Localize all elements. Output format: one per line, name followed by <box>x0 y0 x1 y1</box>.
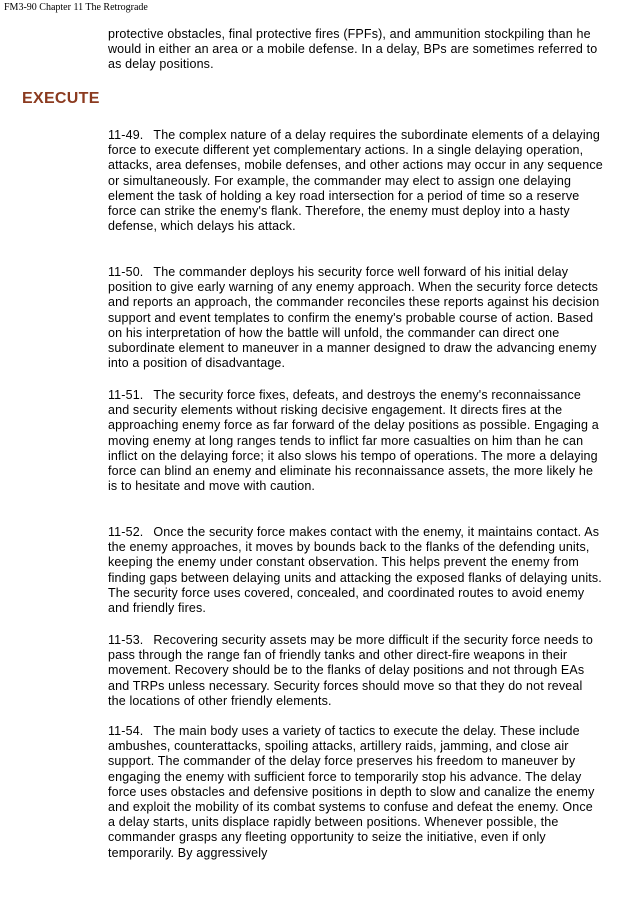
paragraph-text: Recovering security assets may be more difficult if the security force needs to pass through the range fan of friendly tanks and other direct-fire weapons in their movement. Recovery should be to the flanks of delay positions and not through EAs and TRPs unless necessary. Security forces should move so that they do not reveal the locations of other friendly elements. <box>108 633 594 708</box>
paragraph-text: Once the security force makes contact with the enemy, it maintains contact. As the enemy approaches, it moves by bounds back to the flanks of the defending units, keeping the enemy under constant observation. This helps prevent the enemy from finding gaps between delaying units and attacking the exposed flanks of delaying units. The security force uses covered, concealed, and coordinated routes to avoid enemy and friendly fires. <box>108 525 602 616</box>
paragraph-number: 11-52. <box>108 525 144 539</box>
paragraph-11-49 <box>108 128 603 234</box>
running-header: FM3-90 Chapter 11 The Retrograde <box>4 2 148 13</box>
paragraph-11-51 <box>108 388 603 494</box>
section-heading-execute: EXECUTE <box>22 90 100 107</box>
paragraph-number: 11-49. <box>108 128 144 142</box>
paragraph-11-54 <box>108 724 603 861</box>
paragraph-number: 11-51. <box>108 388 144 402</box>
paragraph-text: The main body uses a variety of tactics to execute the delay. These include ambushes, counterattacks, spoiling attacks, artillery raids, jamming, and close air support. The commander of the delay force preserves his freedom to maneuver by engaging the enemy with sufficient force to temporarily stop his advance. The delay force uses obstacles and defensive positions in depth to slow and canalize the enemy and exploit the mobility of its combat systems to confuse and defeat the enemy. Once a delay starts, units displace rapidly between positions. Whenever possible, the commander grasps any fleeting opportunity to seize the initiative, even if only temporarily. By aggressively <box>108 724 595 860</box>
paragraph-text: The commander deploys his security force well forward of his initial delay position to give early warning of any enemy approach. When the security force detects and reports an approach, the commander reconciles these reports against his decision support and event templates to confirm the enemy's probable course of action. Based on his interpretation of how the battle will unfold, the commander can direct one subordinate element to maneuver in a manner designed to draw the advancing enemy into a position of disadvantage. <box>108 265 600 371</box>
paragraph-text: The complex nature of a delay requires the subordinate elements of a delaying force to execute different yet complementary actions. In a single delaying operation, attacks, area defenses, mobile defenses, and other actions may occur in any sequence or simultaneously. For example, the commander may elect to assign one delaying element the task of holding a key road intersection for a period of time so a reserve force can strike the enemy's flank. Therefore, the enemy must deploy into a hasty defense, which delays his attack. <box>108 128 603 234</box>
paragraph-number: 11-50. <box>108 265 144 279</box>
paragraph-11-52 <box>108 525 603 616</box>
intro-paragraph-fragment: protective obstacles, final protective fires (FPFs), and ammunition stockpiling than he would in either an area or a mobile defense. In a delay, BPs are sometimes referred to as delay positions. <box>108 27 598 72</box>
paragraph-number: 11-53. <box>108 633 144 647</box>
paragraph-number: 11-54. <box>108 724 144 738</box>
paragraph-text: The security force fixes, defeats, and destroys the enemy's reconnaissance and security elements without risking decisive engagement. It directs fires at the approaching enemy force as far forward of the delay positions as possible. Engaging a moving enemy at long ranges tends to inflict far more casualties on him than he can inflict on the delaying force; it also slows his tempo of operations. The more a delaying force can blind an enemy and eliminate his reconnaissance assets, the more likely he is to hesitate and move with caution. <box>108 388 599 494</box>
paragraph-11-53 <box>108 633 603 709</box>
paragraph-11-50 <box>108 265 603 371</box>
